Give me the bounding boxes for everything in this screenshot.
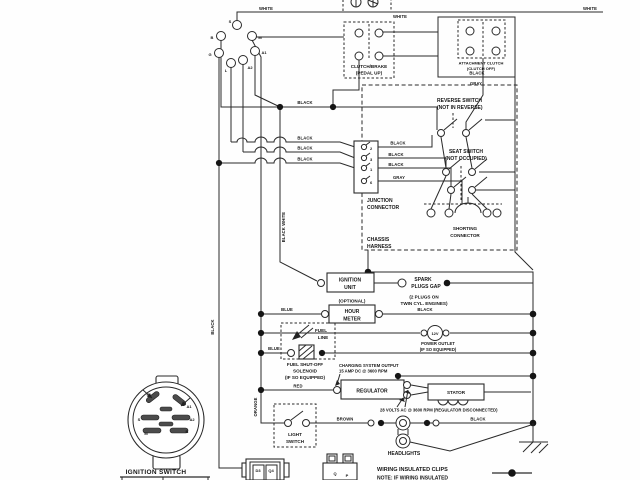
wire-label-black: BLACK — [417, 307, 433, 312]
fuel-shutoff-solenoid — [285, 345, 326, 380]
wire-label-black: BLACK — [297, 135, 313, 141]
igsw-terminal-a2: A2 — [189, 417, 195, 422]
chassis-harness-label: CHASSIS — [367, 237, 390, 243]
power-outlet-badge: 12V — [431, 331, 439, 336]
wire-label-white: WHITE — [583, 6, 597, 11]
seat-switch — [443, 149, 488, 200]
connector-view-a — [242, 459, 289, 480]
wiring-clips-note — [377, 467, 532, 480]
igsw-terminal-m: M — [144, 431, 148, 436]
wire-label-orange-vertical: ORANGE — [253, 397, 258, 417]
spark-plugs-label4: TWIN CYL. ENGINES) — [400, 301, 448, 306]
connector-b-pin1: Q — [333, 471, 337, 476]
fuel-line-sublabel: LINE — [317, 335, 329, 340]
wiring-clips-sublabel: NOTE: IF WIRING INSULATED — [377, 475, 449, 480]
wire-label-brown: BROWN — [336, 416, 354, 422]
charging-note-line2: 15 AMP DC @ 3600 RPM — [339, 368, 388, 374]
wire-label-white: WHITE — [393, 14, 407, 19]
charging-note-line1: CHARGING SYSTEM OUTPUT — [339, 363, 399, 368]
chassis-harness-sublabel: HARNESS — [367, 244, 392, 250]
shorting-connector — [424, 197, 502, 238]
igsw-terminal-a1: A1 — [186, 404, 192, 409]
wiring-clips-label: WIRING INSULATED CLIPS — [377, 467, 448, 473]
wire-label-gray: GRAY — [392, 175, 406, 180]
key-harness-connector — [208, 19, 267, 73]
ignition-switch-detail — [120, 376, 210, 480]
stator-note: 28 VOLTS AC @ 3600 RPM (REGULATOR DISCONNECTED) — [380, 407, 498, 413]
light-switch-label: LIGHT — [288, 432, 302, 437]
attachment-clutch-sublabel: (CLUTCH OFF) — [466, 66, 496, 71]
wire-label-black: BLACK — [297, 100, 313, 105]
hour-meter-sublabel: METER — [343, 316, 361, 323]
junction-pin-6: 6 — [370, 180, 373, 185]
fuel-solenoid-label1: FUEL SHUT-OFF — [286, 362, 324, 367]
headlights-label: HEADLIGHTS — [387, 451, 421, 457]
ignition-unit-label: IGNITION — [338, 277, 362, 284]
regulator-label: REGULATOR — [356, 388, 388, 395]
junction-connector-label: JUNCTION — [367, 198, 393, 204]
junction-pin-2: 2 — [370, 146, 373, 151]
wire-label-black-vertical: BLACK — [210, 319, 215, 335]
reverse-switch-sublabel: (NOT IN REVERSE) — [437, 105, 483, 111]
hour-meter — [322, 299, 383, 324]
wire-label-white: WHITE — [259, 6, 273, 11]
ignition-unit — [318, 273, 375, 292]
spark-plugs-label2: PLUGS GAP — [411, 284, 441, 290]
wire-label-black: BLACK — [297, 156, 313, 162]
spark-plugs-label3: (2 PLUGS ON — [409, 294, 439, 300]
fuel-solenoid-label3: (IF SO EQUIPPED) — [284, 375, 326, 380]
connector-b-pin2: P — [345, 473, 349, 478]
terminal-b: B — [210, 35, 214, 40]
connector-a-pin2: Q4 — [268, 468, 274, 473]
reverse-switch-label: REVERSE SWITCH — [437, 98, 483, 104]
attachment-clutch-label: ATTACHMENT CLUTCH — [458, 60, 504, 66]
wire-label-blue: BLUE — [281, 307, 293, 312]
regulator — [334, 380, 411, 399]
junction-pin-3: 3 — [370, 157, 373, 162]
terminal-s: S — [228, 19, 232, 24]
wire-label-red: RED — [293, 383, 303, 389]
fuel-line-label: FUEL — [315, 328, 327, 333]
clutch-brake-label: CLUTCH/BRAKE — [350, 64, 388, 69]
stator-label: STATOR — [446, 390, 466, 395]
shorting-connector-label: SHORTING — [452, 226, 478, 231]
top-cutoff-connector — [343, 0, 391, 12]
wire-label-black: BLACK — [390, 140, 406, 146]
hour-meter-label: HOUR — [344, 309, 360, 315]
junction-connector-sublabel: CONNECTOR — [367, 205, 400, 211]
reverse-switch — [437, 98, 483, 137]
power-outlet — [420, 326, 457, 353]
spark-plugs — [398, 277, 448, 306]
junction-pin-1: 1 — [370, 167, 373, 172]
light-switch — [274, 404, 316, 447]
connector-a-pin1: D3 — [255, 468, 261, 473]
connector-view-b — [323, 454, 357, 480]
clutch-brake-sublabel: (PEDAL UP) — [355, 70, 383, 76]
wire-label-black: BLACK — [469, 70, 485, 76]
wire-label-blue: BLUE — [268, 346, 280, 351]
wire-label-black-white-vertical: BLACK WHITE — [281, 211, 286, 243]
spark-plugs-label1: SPARK — [414, 277, 432, 283]
power-outlet-label: POWER OUTLET — [421, 341, 455, 346]
hour-meter-optional: (OPTIONAL) — [338, 298, 366, 304]
seat-switch-label: SEAT SWITCH — [448, 149, 484, 155]
wire-label-black: BLACK — [388, 162, 404, 167]
terminal-l: L — [224, 68, 228, 73]
fuel-solenoid-label2: SOLENOID — [293, 368, 317, 374]
ignition-unit-sublabel: UNIT — [344, 285, 356, 291]
shorting-connector-sublabel: CONNECTOR — [450, 233, 480, 238]
igsw-terminal-s: S — [137, 417, 141, 422]
igsw-terminal-g: G — [146, 392, 150, 397]
wire-label-black: BLACK — [388, 152, 404, 157]
attachment-clutch-switch — [438, 17, 515, 77]
terminal-a1: A1 — [261, 50, 267, 55]
wire-label-gray: GRAY — [469, 81, 483, 86]
seat-switch-sublabel: (NOT OCCUPIED) — [445, 156, 487, 162]
light-switch-sublabel: SWITCH — [285, 439, 305, 444]
terminal-g: G — [208, 52, 212, 57]
terminal-a2: A2 — [247, 65, 253, 70]
headlights — [368, 416, 531, 457]
wire-label-black: BLACK — [470, 416, 486, 422]
igsw-terminal-b: B — [185, 429, 189, 434]
ignition-switch-label: IGNITION SWITCH — [125, 469, 187, 476]
clutch-brake-switch — [344, 22, 394, 78]
power-outlet-sublabel: (IF SO EQUIPPED) — [419, 347, 457, 352]
terminal-m: M — [258, 35, 262, 40]
wire-label-black: BLACK — [297, 145, 313, 151]
